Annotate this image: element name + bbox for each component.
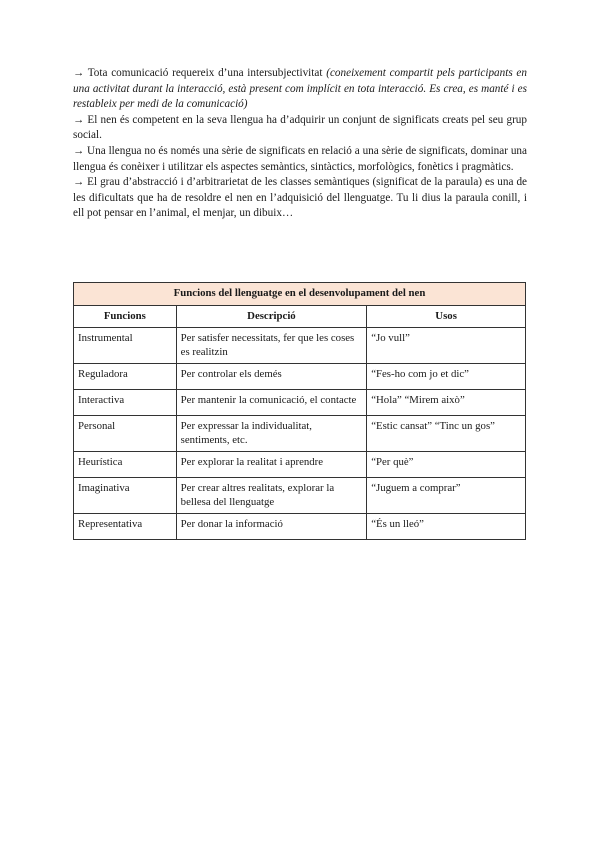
paragraph-abstraction: → El grau d’abstracció i d’arbitrarietat de les classes semàntiques (significat de la paraula) es una de les dificultats que ha de resoldre el nen en l’adquisició del llenguatge. Tu li dius la paraula conill, i ell pot pensar en l’animal, el menjar, un dibuix… xyxy=(73,176,527,220)
cell-function: Heurística xyxy=(74,452,177,478)
table-row xyxy=(74,514,526,540)
table-row xyxy=(74,416,526,452)
cell-usage: “Per què” xyxy=(367,452,526,478)
cell-function: Imaginativa xyxy=(74,478,177,514)
cell-usage: “Estic cansat” “Tinc un gos” xyxy=(367,416,526,452)
cell-function: Representativa xyxy=(74,514,177,540)
cell-description: Per satisfer necessitats, fer que les coses es realitzin xyxy=(176,328,367,364)
paragraph-intersubjectivity xyxy=(73,66,527,113)
cell-function: Reguladora xyxy=(74,364,177,390)
cell-description: Per explorar la realitat i aprendre xyxy=(176,452,367,478)
cell-usage: “És un lleó” xyxy=(367,514,526,540)
paragraph-italic-note: (coneixement compartit pels participants en una activitat durant la interacció, està present com implícit en tota interacció. Es crea, es manté i es restableix per medi de la comunicació) xyxy=(73,67,527,111)
column-header-usos: Usos xyxy=(367,305,526,328)
column-header-descripcio: Descripció xyxy=(176,305,367,328)
paragraph-language-meaning: → Una llengua no és només una sèrie de significats en relació a una sèrie de significats, dominar una llengua és conèixer i utilitzar els aspectes semàntics, sintàctics, morfològics, fonètics i pragmàtics. xyxy=(73,144,527,173)
table-row xyxy=(74,390,526,416)
table-row xyxy=(74,328,526,364)
cell-function: Instrumental xyxy=(74,328,177,364)
cell-function: Personal xyxy=(74,416,177,452)
cell-description: Per controlar els demés xyxy=(176,364,367,390)
column-header-funcions: Funcions xyxy=(74,305,177,328)
cell-usage: “Juguem a comprar” xyxy=(367,478,526,514)
table-header-row xyxy=(74,305,526,328)
cell-usage: “Fes-ho com jo et dic” xyxy=(367,364,526,390)
table-row xyxy=(74,478,526,514)
table-row xyxy=(74,452,526,478)
language-functions-table xyxy=(73,282,526,540)
table-title-row xyxy=(74,283,526,306)
cell-function: Interactiva xyxy=(74,390,177,416)
cell-description: Per crear altres realitats, explorar la bellesa del llenguatge xyxy=(176,478,367,514)
paragraph-text: → Tota comunicació requereix d’una intersubjectivitat xyxy=(73,67,327,79)
table-row xyxy=(74,364,526,390)
cell-description: Per mantenir la comunicació, el contacte xyxy=(176,390,367,416)
text-body xyxy=(73,66,527,222)
cell-description: Per expressar la individualitat, sentiments, etc. xyxy=(176,416,367,452)
cell-usage: “Hola” “Mirem això” xyxy=(367,390,526,416)
paragraph-competence: → El nen és competent en la seva llengua ha d’adquirir un conjunt de significats creats pel seu grup social. xyxy=(73,113,527,142)
table-title: Funcions del llenguatge en el desenvolupament del nen xyxy=(74,283,526,306)
cell-description: Per donar la informació xyxy=(176,514,367,540)
cell-usage: “Jo vull” xyxy=(367,328,526,364)
